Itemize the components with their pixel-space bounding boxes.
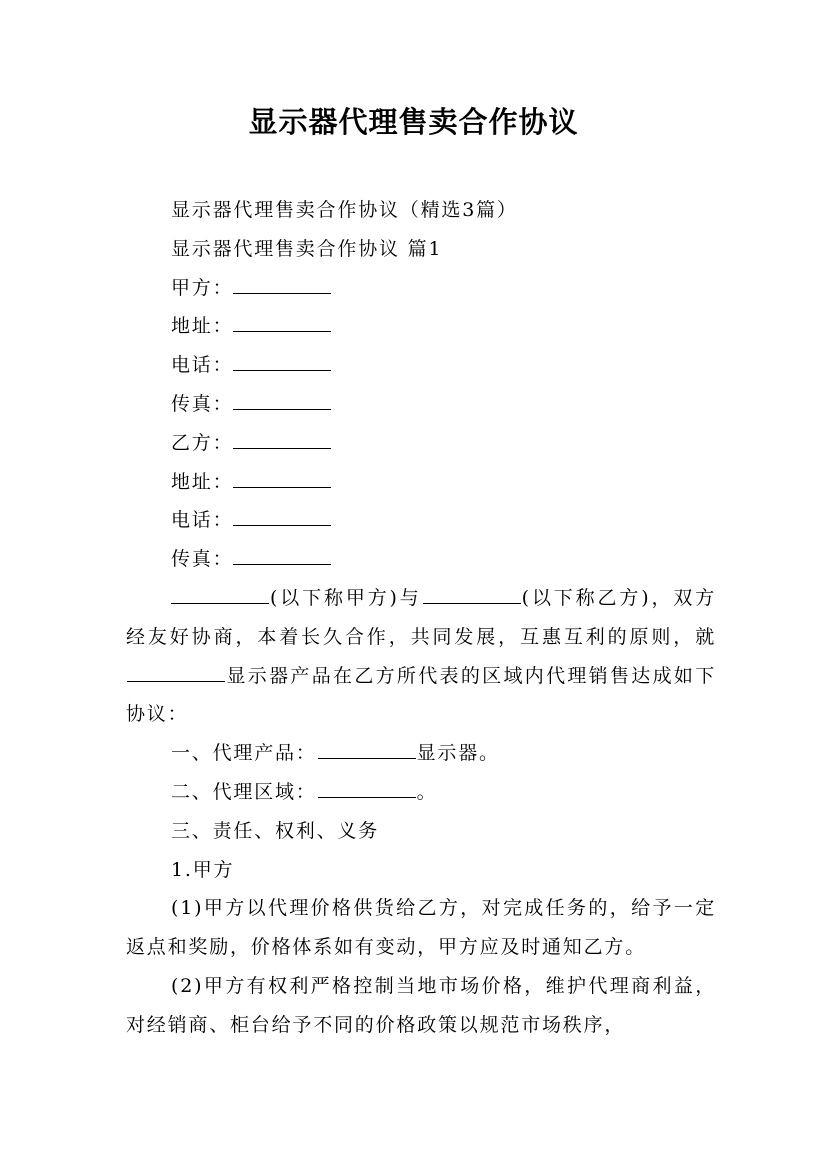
party-a-fax-label: 传真： xyxy=(171,392,234,415)
intro-text-3: 显示器产品在乙方所代表的区域内代理销售达成如下协议： xyxy=(126,664,716,726)
item-product-blank xyxy=(318,757,416,759)
item-region-label: 二、代理区域： xyxy=(171,780,317,803)
intro-text-1: (以下称甲方)与 xyxy=(270,586,422,609)
party-b-phone-blank xyxy=(233,524,331,526)
intro-paragraph xyxy=(126,579,716,734)
party-b-fax-field xyxy=(126,540,716,579)
party-b-address-blank xyxy=(233,486,331,488)
party-b-blank xyxy=(233,447,331,449)
party-b-phone-label: 电话： xyxy=(171,509,234,532)
party-a-heading: 1.甲方 xyxy=(171,858,235,881)
party-b-address-field xyxy=(126,463,716,502)
intro-blank-party-a xyxy=(171,602,269,604)
item-region xyxy=(126,773,716,812)
clause-1: (1)甲方以代理价格供货给乙方，对完成任务的，给予一定返点和奖励，价格体系如有变动，甲方应及时通知乙方。 xyxy=(126,897,716,959)
item-responsibilities: 三、责任、权利、义务 xyxy=(171,819,380,842)
item-product-label: 一、代理产品： xyxy=(171,742,317,765)
party-b-phone-field xyxy=(126,501,716,540)
intro-blank-party-b xyxy=(423,602,521,604)
document-body xyxy=(126,191,716,1045)
clause-2: (2)甲方有权利严格控制当地市场价格，维护代理商利益，对经销商、柜台给予不同的价格政策以规范市场秩序， xyxy=(126,974,716,1036)
document-title: 显示器代理售卖合作协议 xyxy=(248,105,579,139)
item-region-suffix: 。 xyxy=(416,780,438,803)
party-b-label: 乙方： xyxy=(171,431,234,454)
party-a-address-blank xyxy=(233,330,331,332)
item-region-blank xyxy=(318,796,416,798)
party-a-field xyxy=(126,269,716,308)
party-a-fax-field xyxy=(126,385,716,424)
party-b-fax-label: 传真： xyxy=(171,548,234,571)
section-heading: 显示器代理售卖合作协议 篇1 xyxy=(171,237,443,260)
item-product-suffix: 显示器。 xyxy=(416,742,500,765)
subtitle: 显示器代理售卖合作协议（精选3篇） xyxy=(171,199,518,221)
party-b-fax-blank xyxy=(233,563,331,565)
intro-blank-product xyxy=(127,680,225,682)
party-a-address-label: 地址： xyxy=(171,315,234,338)
party-a-phone-field xyxy=(126,346,716,385)
party-a-blank xyxy=(233,292,331,294)
party-a-label: 甲方： xyxy=(171,276,234,299)
party-a-phone-blank xyxy=(233,369,331,371)
party-b-address-label: 地址： xyxy=(171,470,234,493)
item-product xyxy=(126,734,716,773)
intro-text-2: (以下称乙方)，双方经友好协商，本着长久合作，共同发展，互惠互利的原则，就 xyxy=(126,586,716,648)
party-b-field xyxy=(126,424,716,463)
party-a-fax-blank xyxy=(233,408,331,410)
party-a-phone-label: 电话： xyxy=(171,354,234,377)
party-a-address-field xyxy=(126,307,716,346)
